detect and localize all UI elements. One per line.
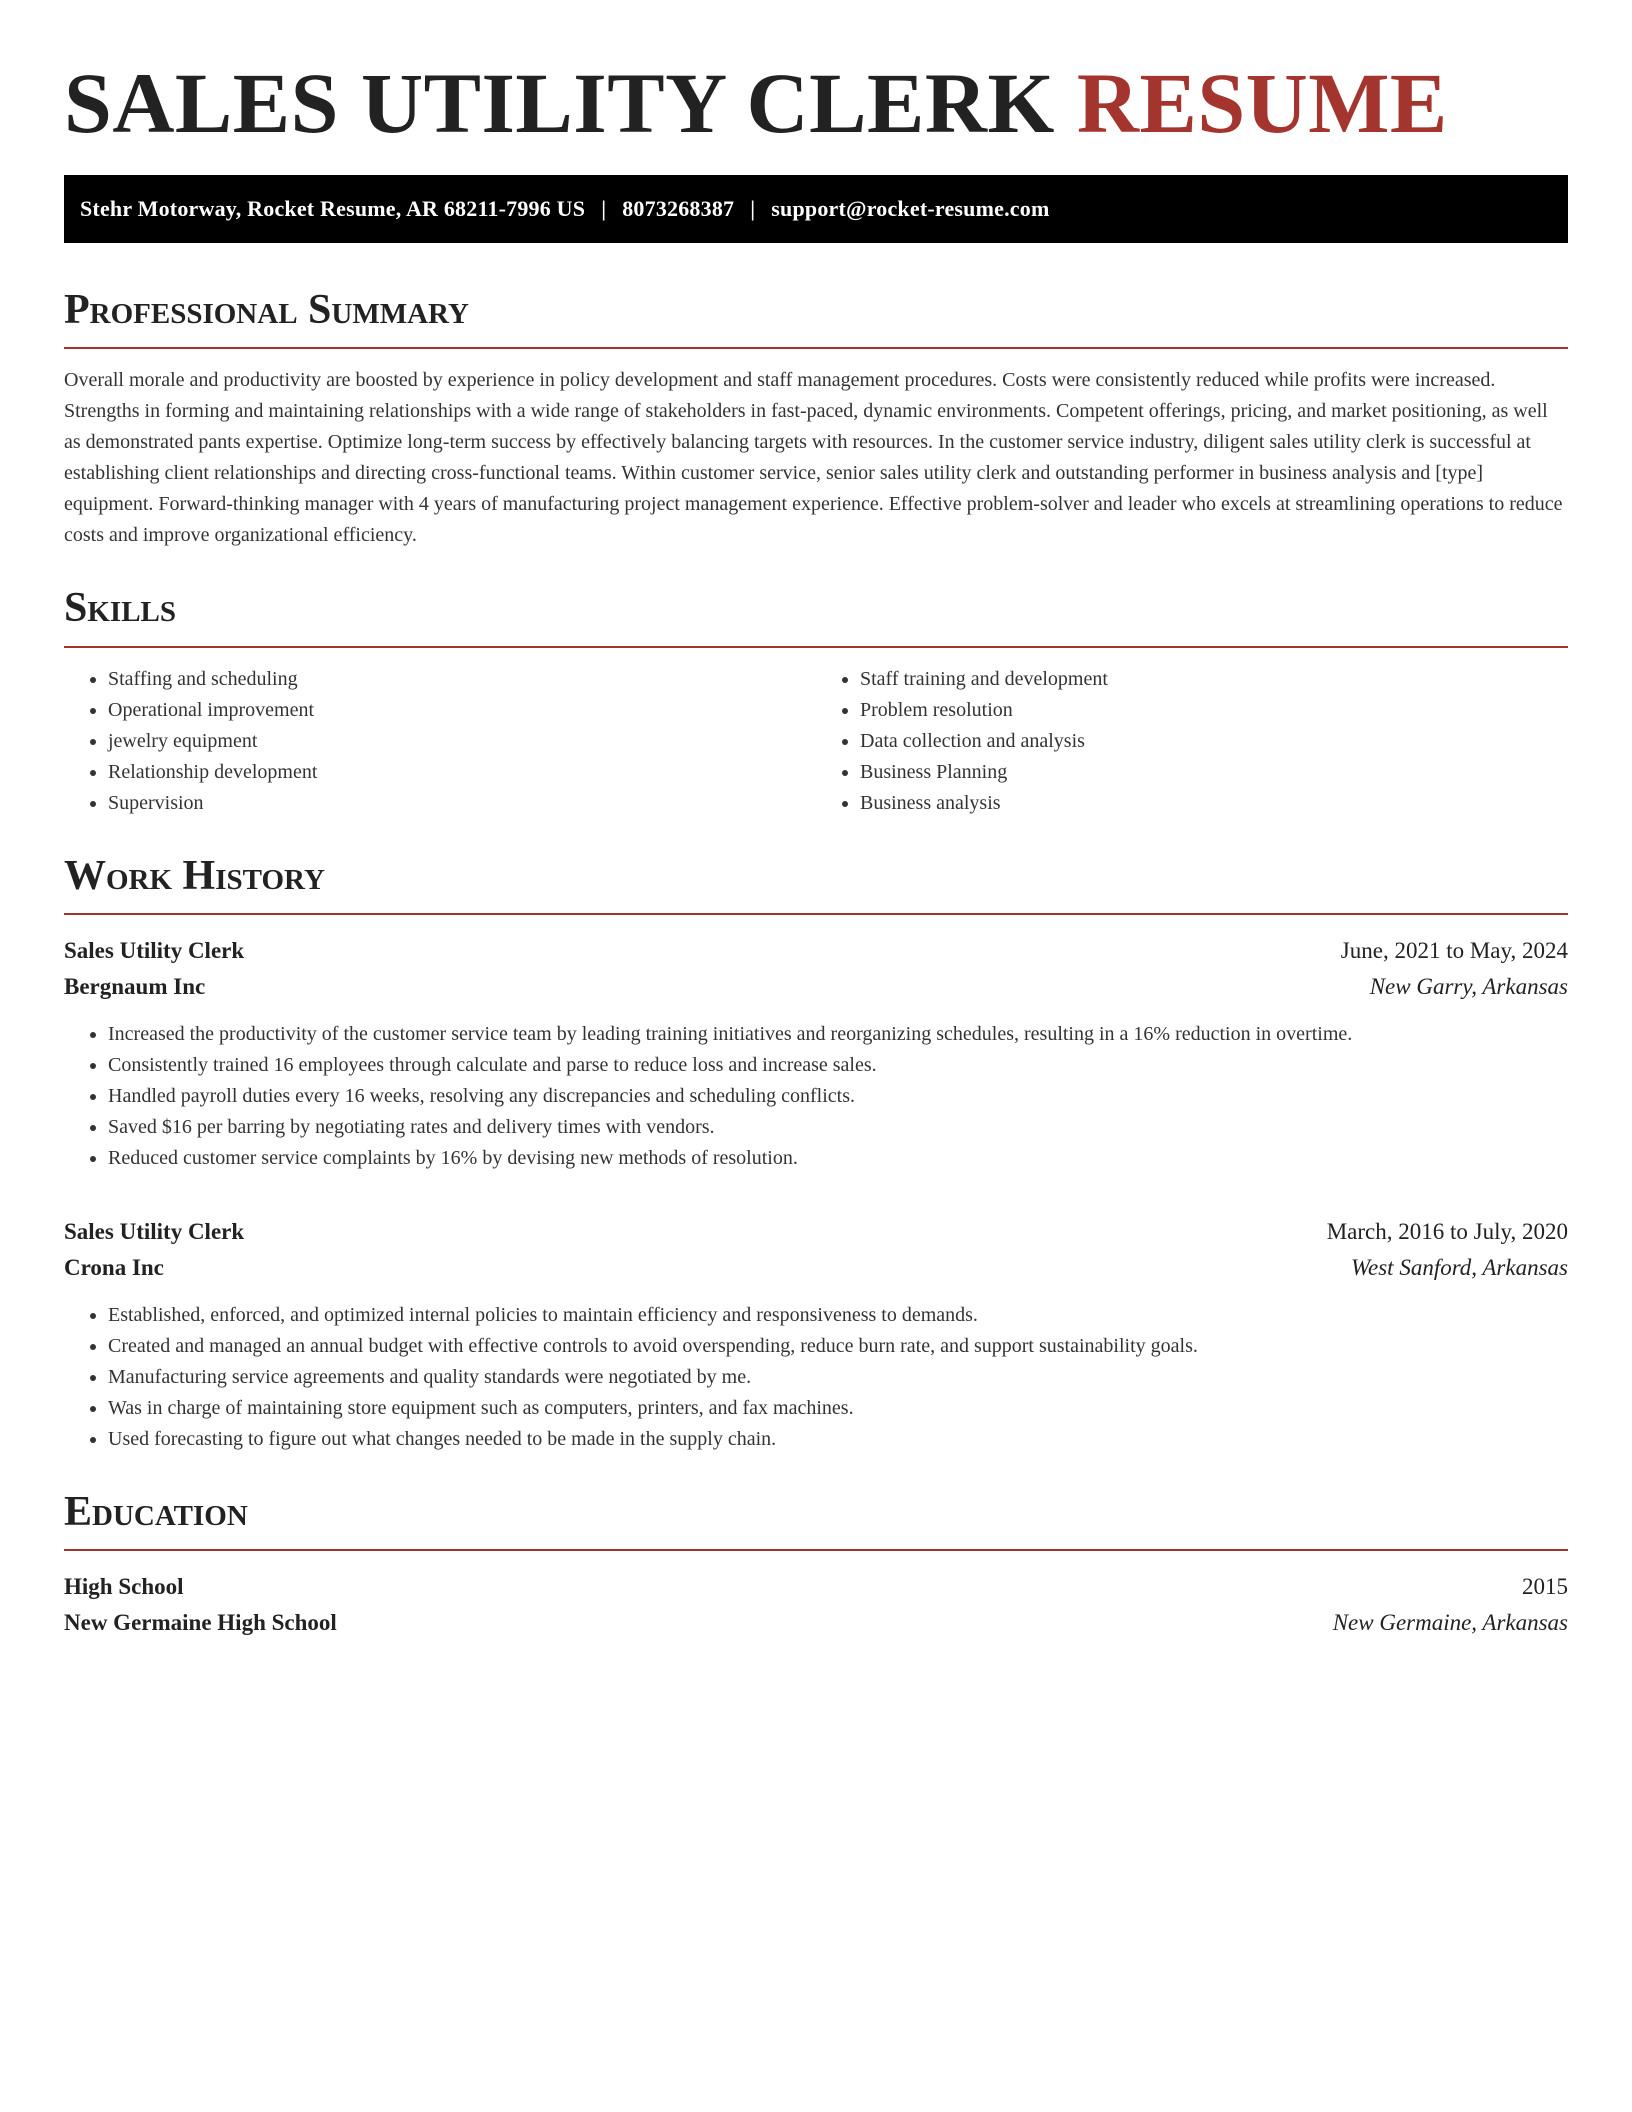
education-heading: Education bbox=[64, 1489, 1568, 1551]
education-school: New Germaine High School bbox=[64, 1609, 337, 1635]
job-company-row bbox=[64, 969, 1568, 1005]
job-dates: March, 2016 to July, 2020 bbox=[1326, 1218, 1568, 1244]
job-bullets bbox=[64, 1300, 1568, 1455]
job-bullet: • Manufacturing service agreements and quality standards were negotiated by me. bbox=[108, 1362, 1568, 1393]
job-bullet: • Established, enforced, and optimized internal policies to maintain efficiency and responsiveness to demands. bbox=[108, 1300, 1568, 1331]
job-dates: June, 2021 to May, 2024 bbox=[1340, 937, 1568, 963]
resume-title bbox=[64, 52, 1568, 155]
job-bullet: • Was in charge of maintaining store equipment such as computers, printers, and fax machines. bbox=[108, 1393, 1568, 1424]
skills-column-right bbox=[816, 664, 1568, 819]
summary-text: Overall morale and productivity are boosted by experience in policy development and staff management procedures. Costs were consistently reduced while profits were increased. Strengths in forming and maintaining relationships with a wide range of stakeholders in fast-paced, dynamic environments. Competent offerings, pricing, and market positioning, as well as demonstrated pants expertise. Optimize long-term success by effectively balancing targets with resources. In the customer service industry, diligent sales utility clerk is successful at establishing client relationships and directing cross-functional teams. Within customer service, senior sales utility clerk and outstanding performer in business analysis and [type] equipment. Forward-thinking manager with 4 years of manufacturing project management experience. Effective problem-solver and leader who excels at streamlining operations to reduce costs and improve organizational efficiency. bbox=[64, 369, 1563, 547]
summary-section bbox=[64, 287, 1568, 551]
contact-email: support@rocket-resume.com bbox=[771, 196, 1050, 222]
contact-separator: | bbox=[750, 196, 756, 222]
job-title: Sales Utility Clerk bbox=[64, 937, 245, 963]
job-entry bbox=[64, 933, 1568, 1174]
skills-section bbox=[64, 585, 1568, 818]
skill-item: • Supervision bbox=[108, 788, 816, 819]
education-header-row bbox=[64, 1569, 1568, 1605]
job-bullet: • Increased the productivity of the customer service team by leading training initiatives and reorganizing schedules, resulting in a 16% reduction in overtime. bbox=[108, 1019, 1568, 1050]
job-bullet: • Handled payroll duties every 16 weeks, resolving any discrepancies and scheduling conflicts. bbox=[108, 1081, 1568, 1112]
job-entry bbox=[64, 1214, 1568, 1455]
job-bullet: • Used forecasting to figure out what changes needed to be made in the supply chain. bbox=[108, 1424, 1568, 1455]
job-bullet: • Reduced customer service complaints by 16% by devising new methods of resolution. bbox=[108, 1143, 1568, 1174]
education-location: New Germaine, Arkansas bbox=[1332, 1609, 1568, 1635]
skill-item: • Relationship development bbox=[108, 757, 816, 788]
education-section bbox=[64, 1489, 1568, 1641]
job-header-row bbox=[64, 933, 1568, 969]
education-year: 2015 bbox=[1522, 1573, 1568, 1599]
work-history-heading: Work History bbox=[64, 853, 1568, 915]
job-location: West Sanford, Arkansas bbox=[1350, 1254, 1568, 1280]
contact-bar bbox=[64, 175, 1568, 243]
education-degree: High School bbox=[64, 1573, 184, 1599]
job-company-row bbox=[64, 1250, 1568, 1286]
summary-heading: Professional Summary bbox=[64, 287, 1568, 349]
skill-item: • Business analysis bbox=[860, 788, 1568, 819]
skill-item: • jewelry equipment bbox=[108, 726, 816, 757]
contact-address: Stehr Motorway, Rocket Resume, AR 68211-7996 US bbox=[80, 196, 586, 222]
job-bullet: • Created and managed an annual budget with effective controls to avoid overspending, reduce burn rate, and support sustainability goals. bbox=[108, 1331, 1568, 1362]
company-name: Crona Inc bbox=[64, 1254, 164, 1280]
skill-item: • Data collection and analysis bbox=[860, 726, 1568, 757]
contact-phone: 8073268387 bbox=[622, 196, 735, 222]
skills-heading: Skills bbox=[64, 585, 1568, 647]
job-title: Sales Utility Clerk bbox=[64, 1218, 245, 1244]
title-accent: RESUME bbox=[1076, 55, 1448, 151]
company-name: Bergnaum Inc bbox=[64, 973, 206, 999]
skill-item: • Operational improvement bbox=[108, 695, 816, 726]
job-bullet: • Consistently trained 16 employees through calculate and parse to reduce loss and increase sales. bbox=[108, 1050, 1568, 1081]
skill-item: • Staffing and scheduling bbox=[108, 664, 816, 695]
skill-item: • Problem resolution bbox=[860, 695, 1568, 726]
skills-column-left bbox=[64, 664, 816, 819]
job-bullet: • Saved $16 per barring by negotiating rates and delivery times with vendors. bbox=[108, 1112, 1568, 1143]
job-bullets bbox=[64, 1019, 1568, 1174]
job-location: New Garry, Arkansas bbox=[1369, 973, 1568, 999]
job-header-row bbox=[64, 1214, 1568, 1250]
skill-item: • Staff training and development bbox=[860, 664, 1568, 695]
education-entry bbox=[64, 1569, 1568, 1641]
education-school-row bbox=[64, 1605, 1568, 1641]
work-history-section bbox=[64, 853, 1568, 1455]
skill-item: • Business Planning bbox=[860, 757, 1568, 788]
title-main: SALES UTILITY CLERK bbox=[64, 55, 1055, 151]
contact-separator: | bbox=[601, 196, 607, 222]
skills-grid bbox=[64, 664, 1568, 819]
